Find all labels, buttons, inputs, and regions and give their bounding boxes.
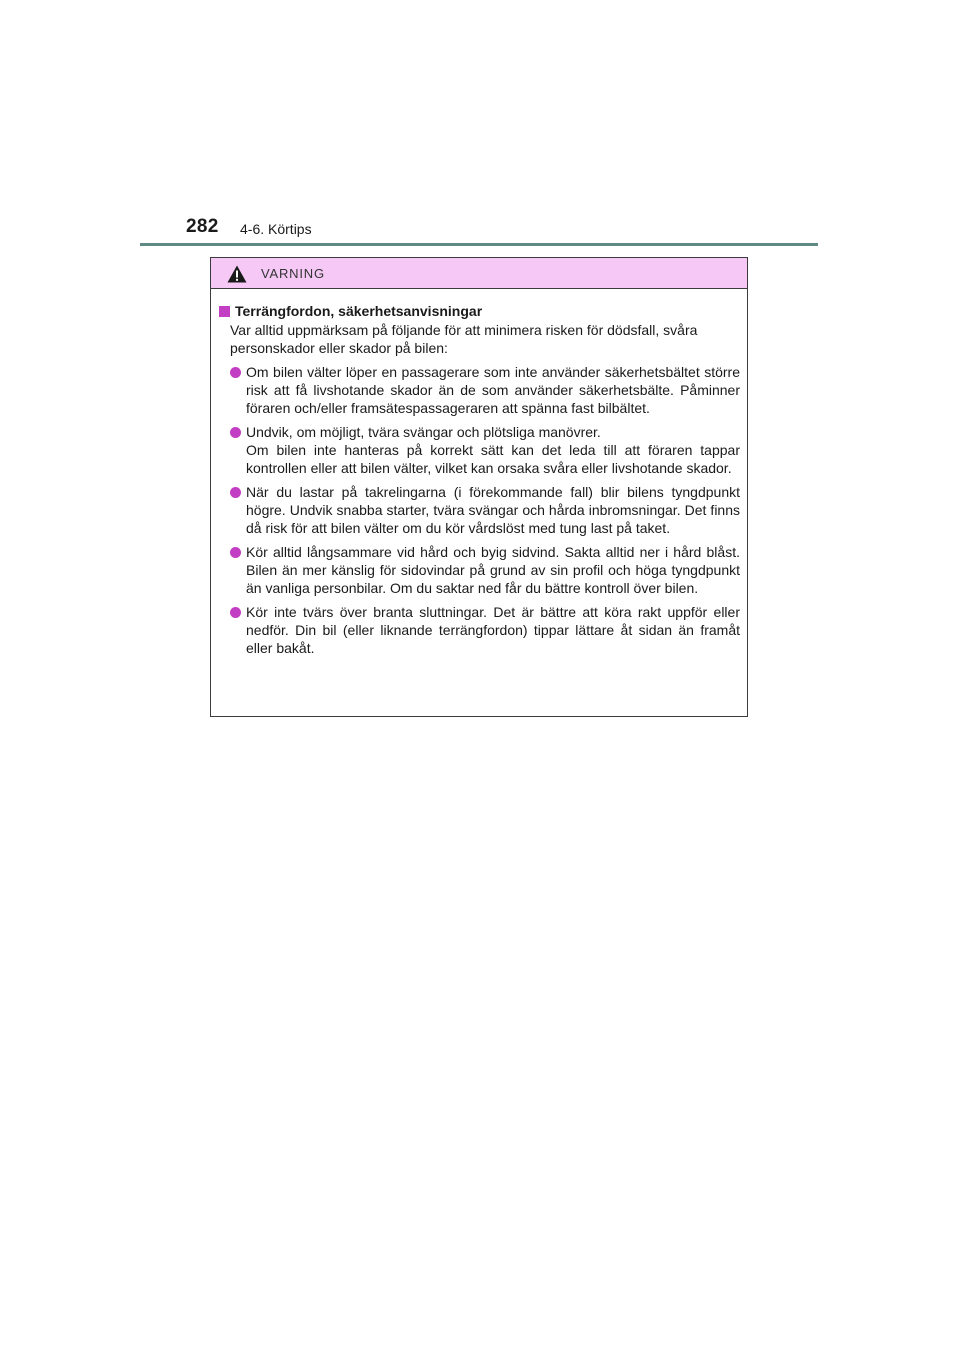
- list-item: [230, 363, 740, 417]
- list-item-text: [246, 363, 740, 417]
- list-item: [230, 423, 740, 477]
- bullet-dot-icon: [230, 487, 241, 498]
- section-heading: [219, 302, 740, 320]
- section-title: 4-6. Körtips: [240, 221, 312, 237]
- list-item-paragraph: Om bilen välter löper en passagerare som inte använder säkerhetsbältet större risk att få livshotande skador än de som använder säkerhetsbälte. Påminner föraren och/eller framsätespassageraren att spänna fast bilbältet.: [246, 364, 740, 416]
- list-item: [230, 483, 740, 537]
- section-heading-text: Terrängfordon, säkerhetsanvisningar: [235, 303, 483, 319]
- page-number: 282: [186, 216, 219, 237]
- list-item-paragraph: Om bilen inte hanteras på korrekt sätt kan det leda till att föraren tappar kontrollen eller att bilen välter, vilket kan orsaka svåra eller livshotande skador.: [246, 442, 740, 476]
- bullet-dot-icon: [230, 547, 241, 558]
- bullet-dot-icon: [230, 607, 241, 618]
- list-item-text: [246, 423, 740, 477]
- header-rule: [140, 243, 818, 246]
- warning-box: [210, 257, 748, 717]
- list-item: [230, 543, 740, 597]
- warning-triangle-icon: [227, 265, 247, 283]
- list-item-paragraph: Undvik, om möjligt, tvära svängar och plötsliga manövrer.: [246, 424, 601, 440]
- warning-label: VARNING: [261, 265, 325, 281]
- list-item-text: [246, 543, 740, 597]
- list-item-paragraph: Kör alltid långsammare vid hård och byig sidvind. Sakta alltid ner i hård blåst. Bilen än mer känslig för sidovindar på grund av sin profil och höga tyngdpunkt än vanliga personbilar. Om du saktar ned får du bättre kontroll över bilen.: [246, 544, 740, 596]
- warning-header: [211, 258, 747, 289]
- list-item: [230, 603, 740, 657]
- list-item-text: [246, 483, 740, 537]
- list-item-paragraph: Kör inte tvärs över branta sluttningar. Det är bättre att köra rakt uppför eller nedför. Din bil (eller liknande terrängfordon) tippar lättare åt sidan än framåt eller bakåt.: [246, 604, 740, 656]
- square-bullet-icon: [219, 306, 230, 317]
- bullet-dot-icon: [230, 427, 241, 438]
- list-item-paragraph: När du lastar på takrelingarna (i förekommande fall) blir bilens tyngdpunkt högre. Undvik snabba starter, tvära svängar och hårda inbromsningar. Det finns då risk för att bilen välter om du kör vårdslöst med tung last på taket.: [246, 484, 740, 536]
- list-item-text: [246, 603, 740, 657]
- bullet-dot-icon: [230, 367, 241, 378]
- intro-text: Var alltid uppmärksam på följande för att minimera risken för dödsfall, svåra personskador eller skador på bilen:: [230, 322, 698, 356]
- warning-body: [211, 289, 747, 657]
